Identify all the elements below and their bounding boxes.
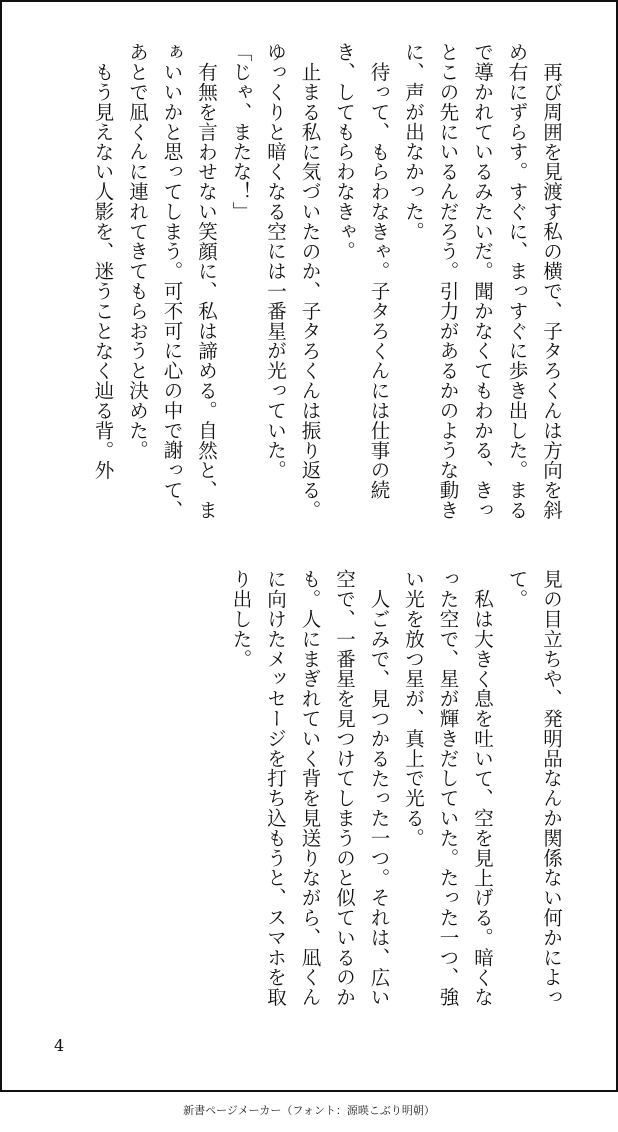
footer-credit: 新書ページメーカー（フォント：源暎こぶり明朝）: [183, 1104, 435, 1117]
paragraph-continuation: 見の目立ちや、発明品なんか関係ない何かによって。: [505, 569, 563, 1007]
paragraph: 私は大きく息を吐いて、空を見上げる。暗くなった空で、星が輝きだしていた。たった一つ、強い光を放つ星が、真上で光る。: [402, 569, 494, 1007]
paragraph: 有無を言わせない笑顔に、私は諦める。自然と、まぁいいかと思ってしまう。可不可に心の中で謝って、あとで凪くんに連れてきてもらおうと決めた。: [126, 42, 218, 520]
paragraph: 再び周囲を見渡す私の横で、子タろくんは方向を斜め右にずらす。すぐに、まっすぐに歩き出した。まるで導かれているみたいだ。聞かなくてもわかる、きっとこの先にいるんだろう。引力があるかのような動きに、声が出なかった。: [402, 42, 563, 520]
page-number: 4: [54, 1036, 65, 1055]
paragraph: 待って、もらわなきゃ。子タろくんには仕事の続き、してもらわなきゃ。: [333, 42, 391, 500]
upper-text-block: [85, 42, 568, 537]
paragraph: もう見えない人影を、迷うことなく辿る背。外: [91, 61, 115, 480]
dialogue-line: 「じゃ、またな！」: [229, 42, 253, 222]
paragraph: 止まる私に気づいたのか、子タろくんは振り返る。ゆっくりと暗くなる空には一番星が光っていた。: [264, 42, 322, 520]
paragraph: 人ごみで、見つかるたった一つ。それは、広い空で、一番星を見つけてしまうのと似ているのかも。人にまぎれていく背を見送りながら、凪くんに向けたメッセージを打ち込もうと、スマホを取り出した。: [229, 569, 391, 1007]
lower-text-block: [223, 569, 568, 1019]
